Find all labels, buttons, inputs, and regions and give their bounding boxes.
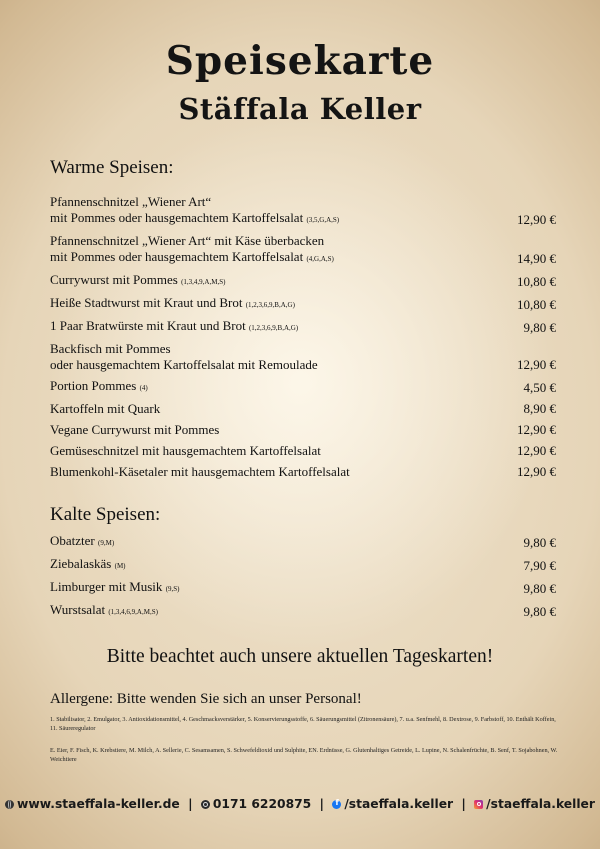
menu-item-description: mit Pommes oder hausgemachtem Kartoffelsalat xyxy=(50,249,304,264)
warm-section-heading: Warme Speisen: xyxy=(50,157,174,178)
menu-item xyxy=(50,318,556,336)
menu-item-name xyxy=(50,378,490,396)
menu-item xyxy=(50,295,556,313)
menu-item-price: 4,50 € xyxy=(523,380,556,395)
menu-item-title: 1 Paar Bratwürste mit Kraut und Brot xyxy=(50,318,246,333)
allergen-codes: (4,G,A,S) xyxy=(306,255,334,263)
menu-item-name xyxy=(50,401,490,417)
menu-item-price: 9,80 € xyxy=(523,581,556,596)
menu-item xyxy=(50,556,556,574)
menu-item-name xyxy=(50,295,490,313)
menu-item-name xyxy=(50,272,490,290)
menu-item xyxy=(50,194,556,228)
allergen-codes: (1,2,3,6,9,B,A,G) xyxy=(248,324,299,332)
footer-separator: | xyxy=(319,797,325,811)
menu-item-name xyxy=(50,602,490,620)
menu-item-title: Gemüseschnitzel mit hausgemachtem Kartoffelsalat xyxy=(50,443,321,458)
menu-item-name xyxy=(50,318,490,336)
menu-item-name xyxy=(50,341,490,373)
menu-item-price: 14,90 € xyxy=(517,251,556,266)
menu-item-description: mit Pommes oder hausgemachtem Kartoffelsalat xyxy=(50,210,304,225)
allergen-codes: (9,S) xyxy=(165,585,180,593)
footer-separator: | xyxy=(461,797,466,811)
allergen-codes: (3,5,G,A,S) xyxy=(306,216,340,224)
menu-item-title: Pfannenschnitzel „Wiener Art“ xyxy=(50,194,212,209)
menu-item-title: Vegane Currywurst mit Pommes xyxy=(50,422,220,437)
menu-item xyxy=(50,401,556,417)
menu-item xyxy=(50,443,556,459)
menu-item-price: 10,80 € xyxy=(517,274,556,289)
allergen-codes: (1,3,4,9,A,M,S) xyxy=(181,278,226,286)
menu-item-title: Currywurst mit Pommes xyxy=(50,272,178,287)
menu-item-price: 10,80 € xyxy=(517,297,556,312)
facebook-icon xyxy=(332,800,341,809)
additives-note: 1. Stabilisator, 2. Emulgator, 3. Antioxidationsmittel, 4. Geschmacksverstärker, 5. Konservierungsstoffe, 6. Säuerungsmittel (Zitronensäure), 7. u.a. Senfmehl, 8. Dextrose, 9. Farbstoff, 10. Enthält Koffein, 11. Säureregulator xyxy=(50,716,556,732)
footer-separator: | xyxy=(188,797,193,811)
phone-number[interactable]: 0171 6220875 xyxy=(212,797,312,811)
allergen-codes: (M) xyxy=(114,562,126,570)
menu-item-title: Wurstsalat xyxy=(50,602,106,617)
menu-item xyxy=(50,233,556,267)
restaurant-name: Stäffala Keller xyxy=(178,92,422,126)
menu-item-name xyxy=(50,556,490,574)
menu-item xyxy=(50,422,556,438)
menu-item-name xyxy=(50,233,490,267)
allergens-note: E. Eier, F. Fisch, K. Krebstiere, M. Milch, A. Sellerie, C. Sesamsamen, S. Schwefeldioxid und Sulphite, EN. Erdnüsse, G. Glutenhaltiges Getreide, L. Lupine, N. Schalenfrüchte, B. Senf, T. Sojabohnen, W. Weichtiere xyxy=(50,747,558,763)
menu-item-title: Limburger mit Musik xyxy=(50,579,163,594)
warm-dishes-list xyxy=(50,194,556,485)
menu-item-price: 9,80 € xyxy=(523,604,556,619)
menu-item-title: Ziebalaskäs xyxy=(50,556,112,571)
instagram-link[interactable]: /staeffala.keller xyxy=(486,797,595,811)
menu-item-name xyxy=(50,533,490,551)
cold-dishes-list xyxy=(50,533,556,625)
menu-item-price: 7,90 € xyxy=(523,558,556,573)
daily-menu-notice: Bitte beachtet auch unsere aktuellen Tageskarten! xyxy=(106,646,494,667)
globe-icon xyxy=(5,800,14,809)
allergen-heading: Allergene: Bitte wenden Sie sich an unser Personal! xyxy=(50,691,362,707)
menu-item-price: 12,90 € xyxy=(517,464,556,479)
allergen-codes: (1,3,4,6,9,A,M,S) xyxy=(108,608,158,616)
website-link[interactable]: www.staeffala-keller.de xyxy=(17,797,180,811)
menu-title: Speisekarte xyxy=(165,38,435,84)
menu-item-description: oder hausgemachtem Kartoffelsalat mit Remoulade xyxy=(50,357,318,372)
menu-item-title: Blumenkohl-Käsetaler mit hausgemachtem Kartoffelsalat xyxy=(50,464,350,479)
phone-icon xyxy=(201,800,210,809)
menu-item-price: 12,90 € xyxy=(517,422,556,437)
menu-item xyxy=(50,341,556,373)
menu-item xyxy=(50,533,556,551)
facebook-link[interactable]: /staeffala.keller xyxy=(344,797,454,811)
menu-item-title: Portion Pommes xyxy=(50,378,137,393)
menu-item-price: 9,80 € xyxy=(523,535,556,550)
menu-item-title: Obatzter xyxy=(50,533,95,548)
menu-item-price: 12,90 € xyxy=(517,212,556,227)
allergen-codes: (4) xyxy=(139,384,148,392)
menu-item-name xyxy=(50,422,490,438)
cold-section-heading: Kalte Speisen: xyxy=(50,504,161,525)
menu-item-title: Heiße Stadtwurst mit Kraut und Brot xyxy=(50,295,243,310)
menu-item-price: 8,90 € xyxy=(523,401,556,416)
menu-item-title: Kartoffeln mit Quark xyxy=(50,401,161,416)
menu-item-title: Backfisch mit Pommes xyxy=(50,341,171,356)
menu-item-name xyxy=(50,579,490,597)
menu-item xyxy=(50,579,556,597)
menu-item-price: 12,90 € xyxy=(517,443,556,458)
menu-item xyxy=(50,602,556,620)
menu-item xyxy=(50,464,556,480)
menu-item-price: 9,80 € xyxy=(523,320,556,335)
menu-item-name xyxy=(50,443,490,459)
menu-item-name xyxy=(50,194,490,228)
instagram-icon xyxy=(474,800,483,809)
menu-item-name xyxy=(50,464,490,480)
menu-item xyxy=(50,378,556,396)
menu-item-title: Pfannenschnitzel „Wiener Art“ mit Käse überbacken xyxy=(50,233,325,248)
menu-item-price: 12,90 € xyxy=(517,357,556,372)
allergen-codes: (1,2,3,6,9,B,A,G) xyxy=(245,301,295,309)
contact-footer xyxy=(0,797,600,811)
menu-item xyxy=(50,272,556,290)
allergen-codes: (9,M) xyxy=(98,539,115,547)
